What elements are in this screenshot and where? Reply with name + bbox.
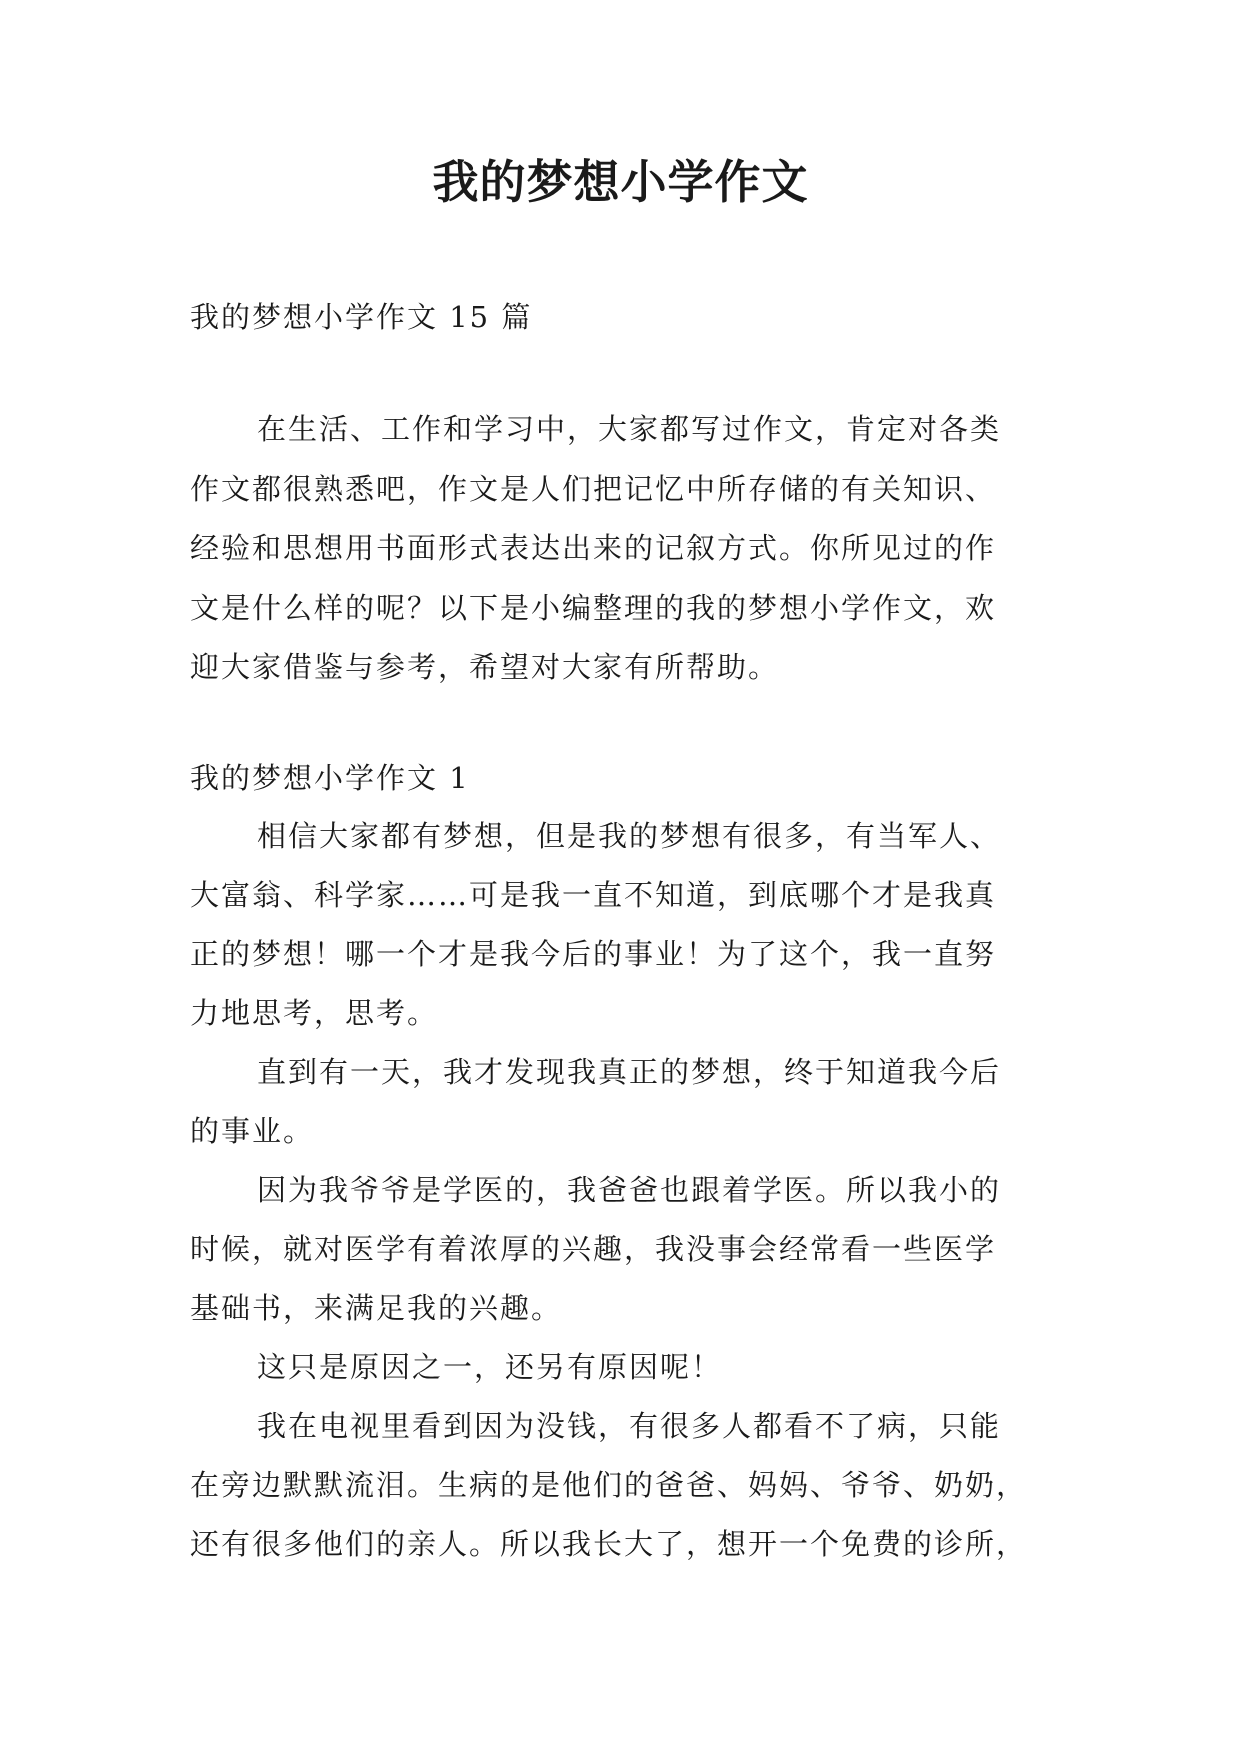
- text-line: 我在电视里看到因为没钱，有很多人都看不了病，只能: [257, 1409, 1002, 1443]
- text-line: 因为我爷爷是学医的，我爸爸也跟着学医。所以我小的: [257, 1173, 1002, 1207]
- text-line: 直到有一天，我才发现我真正的梦想，终于知道我今后: [257, 1055, 1002, 1089]
- text-line: 作文都很熟悉吧，作文是人们把记忆中所存储的有关知识、: [190, 472, 997, 506]
- text-line: 这只是原因之一，还另有原因呢！: [257, 1350, 723, 1384]
- text-line: 力地思考，思考。: [190, 996, 439, 1030]
- section-heading: 我的梦想小学作文 1: [190, 761, 470, 795]
- text-line: 时候，就对医学有着浓厚的兴趣，我没事会经常看一些医学: [190, 1232, 997, 1266]
- text-line: 在旁边默默流泪。生病的是他们的爸爸、妈妈、爷爷、奶奶，: [190, 1468, 1028, 1502]
- page-title: 我的梦想小学作文: [432, 155, 809, 209]
- text-line: 迎大家借鉴与参考，希望对大家有所帮助。: [190, 650, 780, 684]
- text-line: 的事业。: [190, 1114, 315, 1148]
- text-line: 基础书，来满足我的兴趣。: [190, 1291, 563, 1325]
- text-line: 大富翁、科学家……可是我一直不知道，到底哪个才是我真: [190, 878, 997, 912]
- text-line: 相信大家都有梦想，但是我的梦想有很多，有当军人、: [257, 819, 1002, 853]
- text-line: 还有很多他们的亲人。所以我长大了，想开一个免费的诊所，: [190, 1527, 1028, 1561]
- text-line: 在生活、工作和学习中，大家都写过作文，肯定对各类: [257, 412, 1002, 446]
- text-line: 经验和思想用书面形式表达出来的记叙方式。你所见过的作: [190, 531, 997, 565]
- text-line: 文是什么样的呢？以下是小编整理的我的梦想小学作文，欢: [190, 591, 997, 625]
- text-line: 正的梦想！哪一个才是我今后的事业！为了这个，我一直努: [190, 937, 997, 971]
- subtitle: 我的梦想小学作文 15 篇: [190, 300, 533, 334]
